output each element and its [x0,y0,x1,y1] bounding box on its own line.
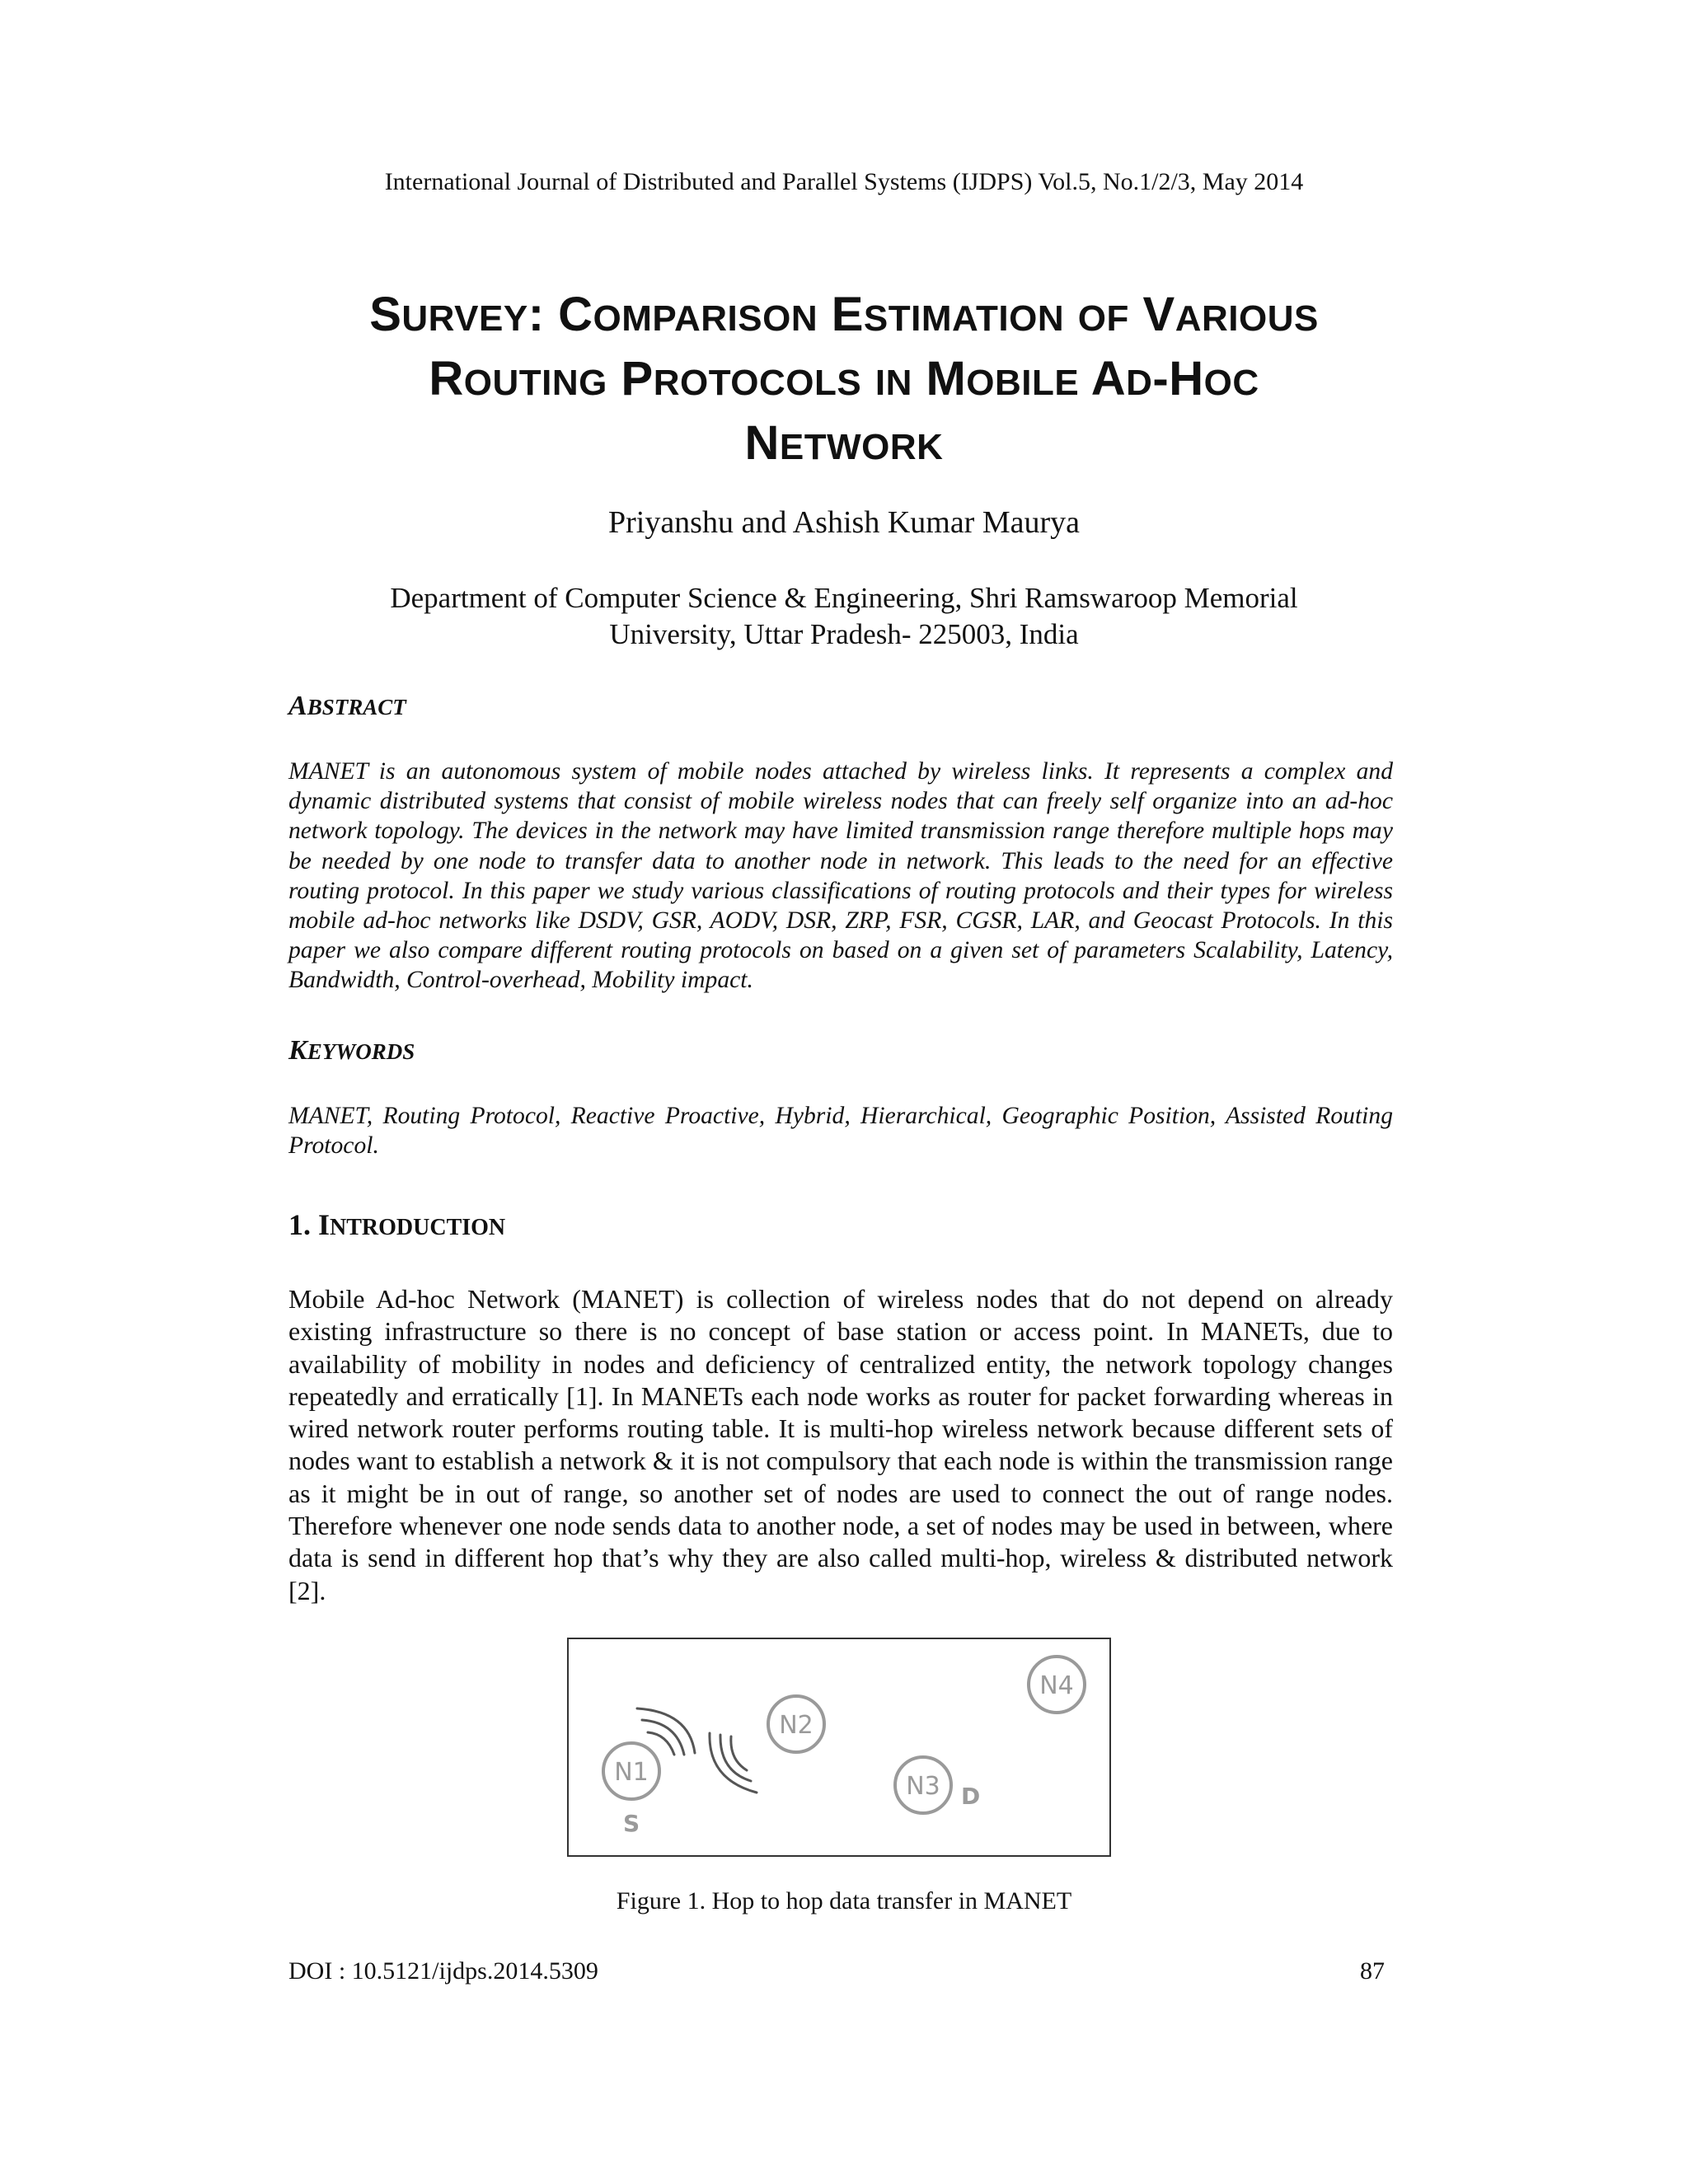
node-n4-label: N4 [1039,1671,1074,1700]
title-line-1: SURVEY: COMPARISON ESTIMATION OF VARIOUS [369,288,1319,341]
source-label: S [623,1810,640,1837]
dest-label: D [961,1783,981,1810]
introduction-text: Mobile Ad-hoc Network (MANET) is collection of wireless nodes that do not depend on already existing infrastructure so there is no concept of base station or access point. In MANETs, due to availability of mobility in nodes and deficiency of centralized entity, the network topology changes repeatedly and erratically [1]. In MANETs each node works as router for packet forwarding whereas in wired network router performs routing table. It is multi-hop wireless network because different sets of nodes want to establish a network & it is not compulsory that each node is within the transmission range as it might be in out of range, so another set of nodes are used to connect the out of range nodes. Therefore whenever one node sends data to another node, a set of nodes may be used in between, where data is send in different hop that’s why they are also called multi-hop, wireless & distributed network [2]. [288,1284,1393,1605]
node-n2-label: N2 [779,1711,814,1740]
keywords-text: MANET, Routing Protocol, Reactive Proactive, Hybrid, Hierarchical, Geographic Position, Assisted Routing Protocol. [288,1103,1393,1160]
node-n3-label: N3 [906,1772,940,1801]
manet-diagram-svg [569,1639,1109,1855]
keywords-heading: KEYWORDS [288,1035,415,1066]
wireless-signal-icon [637,1708,757,1793]
title-line-3: NETWORK [744,416,944,470]
figure-manet-diagram [567,1638,1111,1857]
abstract-text: MANET is an autonomous system of mobile nodes attached by wireless links. It represents a complex and dynamic distributed systems that consist of mobile wireless nodes that can freely self organize into an ad-hoc network topology. The devices in the network may have limited transmission range therefore multiple hops may be needed by one node to transfer data to another node in network. This leads to the need for an effective routing protocol. In this paper we study various classifications of routing protocols and their types for wireless mobile ad-hoc networks like DSDV, GSR, AODV, DSR, ZRP, FSR, CGSR, LAR, and Geocast Protocols. In this paper we also compare different routing protocols on based on a given set of parameters Scalability, Latency, Bandwidth, Control-overhead, Mobility impact. [288,758,1393,994]
node-n1-label: N1 [614,1758,649,1787]
introduction-heading: 1. INTRODUCTION [288,1208,506,1241]
affiliation-line-2: University, Uttar Pradesh- 225003, India [609,618,1079,650]
affiliation [330,580,1358,653]
figure-caption: Figure 1. Hop to hop data transfer in MANET [616,1887,1072,1915]
journal-header: International Journal of Distributed and Parallel Systems (IJDPS) Vol.5, No.1/2/3, May 2014 [384,168,1304,195]
paper-title [272,284,1416,477]
affiliation-line-1: Department of Computer Science & Engineering, Shri Ramswaroop Memorial [390,582,1298,614]
footer-doi: DOI : 10.5121/ijdps.2014.5309 [288,1957,598,1985]
abstract-heading: ABSTRACT [288,691,406,721]
authors: Priyanshu and Ashish Kumar Maurya [607,505,1081,540]
title-line-2: ROUTING PROTOCOLS IN MOBILE AD-HOC [429,352,1259,405]
page-number: 87 [1360,1957,1385,1985]
